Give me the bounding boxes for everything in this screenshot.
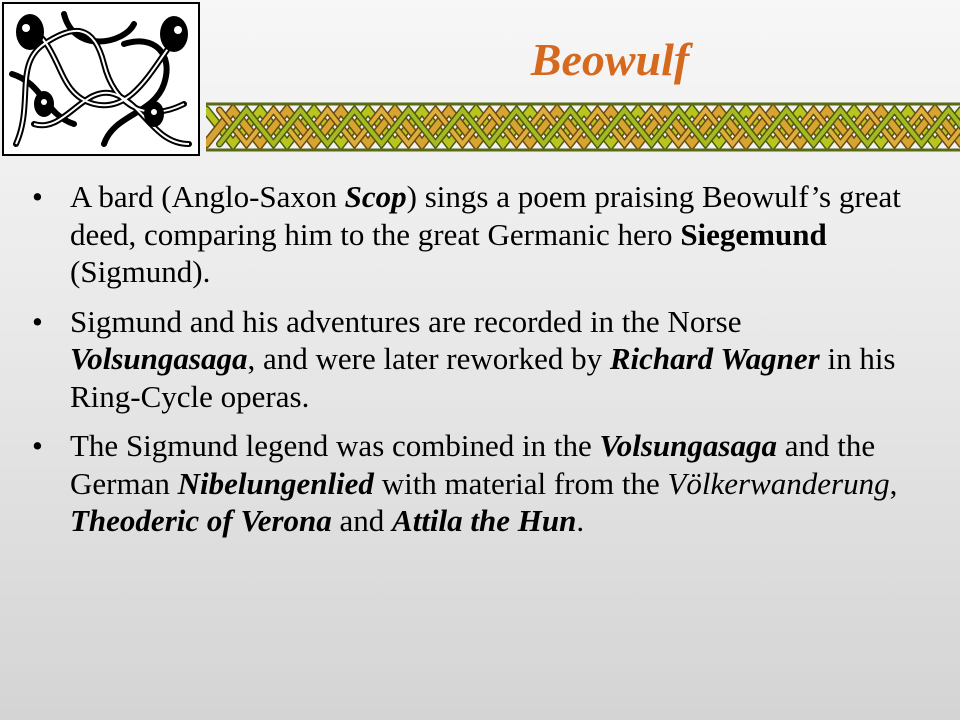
celtic-knot-beasts-icon [2, 2, 200, 156]
bullet-text-segment: A bard (Anglo-Saxon [70, 179, 345, 214]
bullet-text-segment: and [331, 503, 393, 538]
bullet-text-segment: ) sings a poem praising Beowulf’s great deed, comparing him to the great Germanic hero [70, 179, 901, 252]
bullet-item [30, 178, 930, 291]
bullet-item [30, 427, 930, 540]
bullet-text-segment: Sigmund and his adventures are recorded in the Norse [70, 303, 742, 339]
bullet-text-segment: Volsungasaga [70, 341, 248, 376]
bullet-item [30, 303, 930, 416]
bullet-text-segment: with material from the [373, 465, 668, 501]
bullet-list [30, 178, 930, 552]
bullet-text-segment: and the German [70, 428, 876, 501]
bullet-text-segment: in his Ring-Cycle operas. [70, 341, 896, 414]
bullet-text-segment: Nibelungenlied [177, 465, 374, 501]
bullet-text-segment: Volsungasaga [599, 428, 777, 463]
bullet-text-segment: The Sigmund legend was combined in the [70, 428, 600, 463]
bullet-text-segment: , and were later reworked by [247, 341, 610, 376]
bullet-text-segment: Richard Wagner [609, 341, 820, 376]
bullet-text-segment: Siegemund [680, 216, 827, 252]
bullet-text-segment: Theoderic of Verona [70, 503, 332, 538]
bullet-text-segment: Völkerwanderung [667, 465, 890, 501]
bullet-text-segment: , [889, 465, 898, 501]
slide-title: Beowulf [530, 34, 690, 85]
bullet-text-segment: Scop [344, 179, 407, 214]
bullet-text-segment: . [576, 503, 585, 538]
bullet-text-segment: Attila the Hun [392, 503, 577, 538]
celtic-knot-band-icon [206, 100, 960, 154]
bullet-text-segment: (Sigmund). [70, 254, 211, 289]
